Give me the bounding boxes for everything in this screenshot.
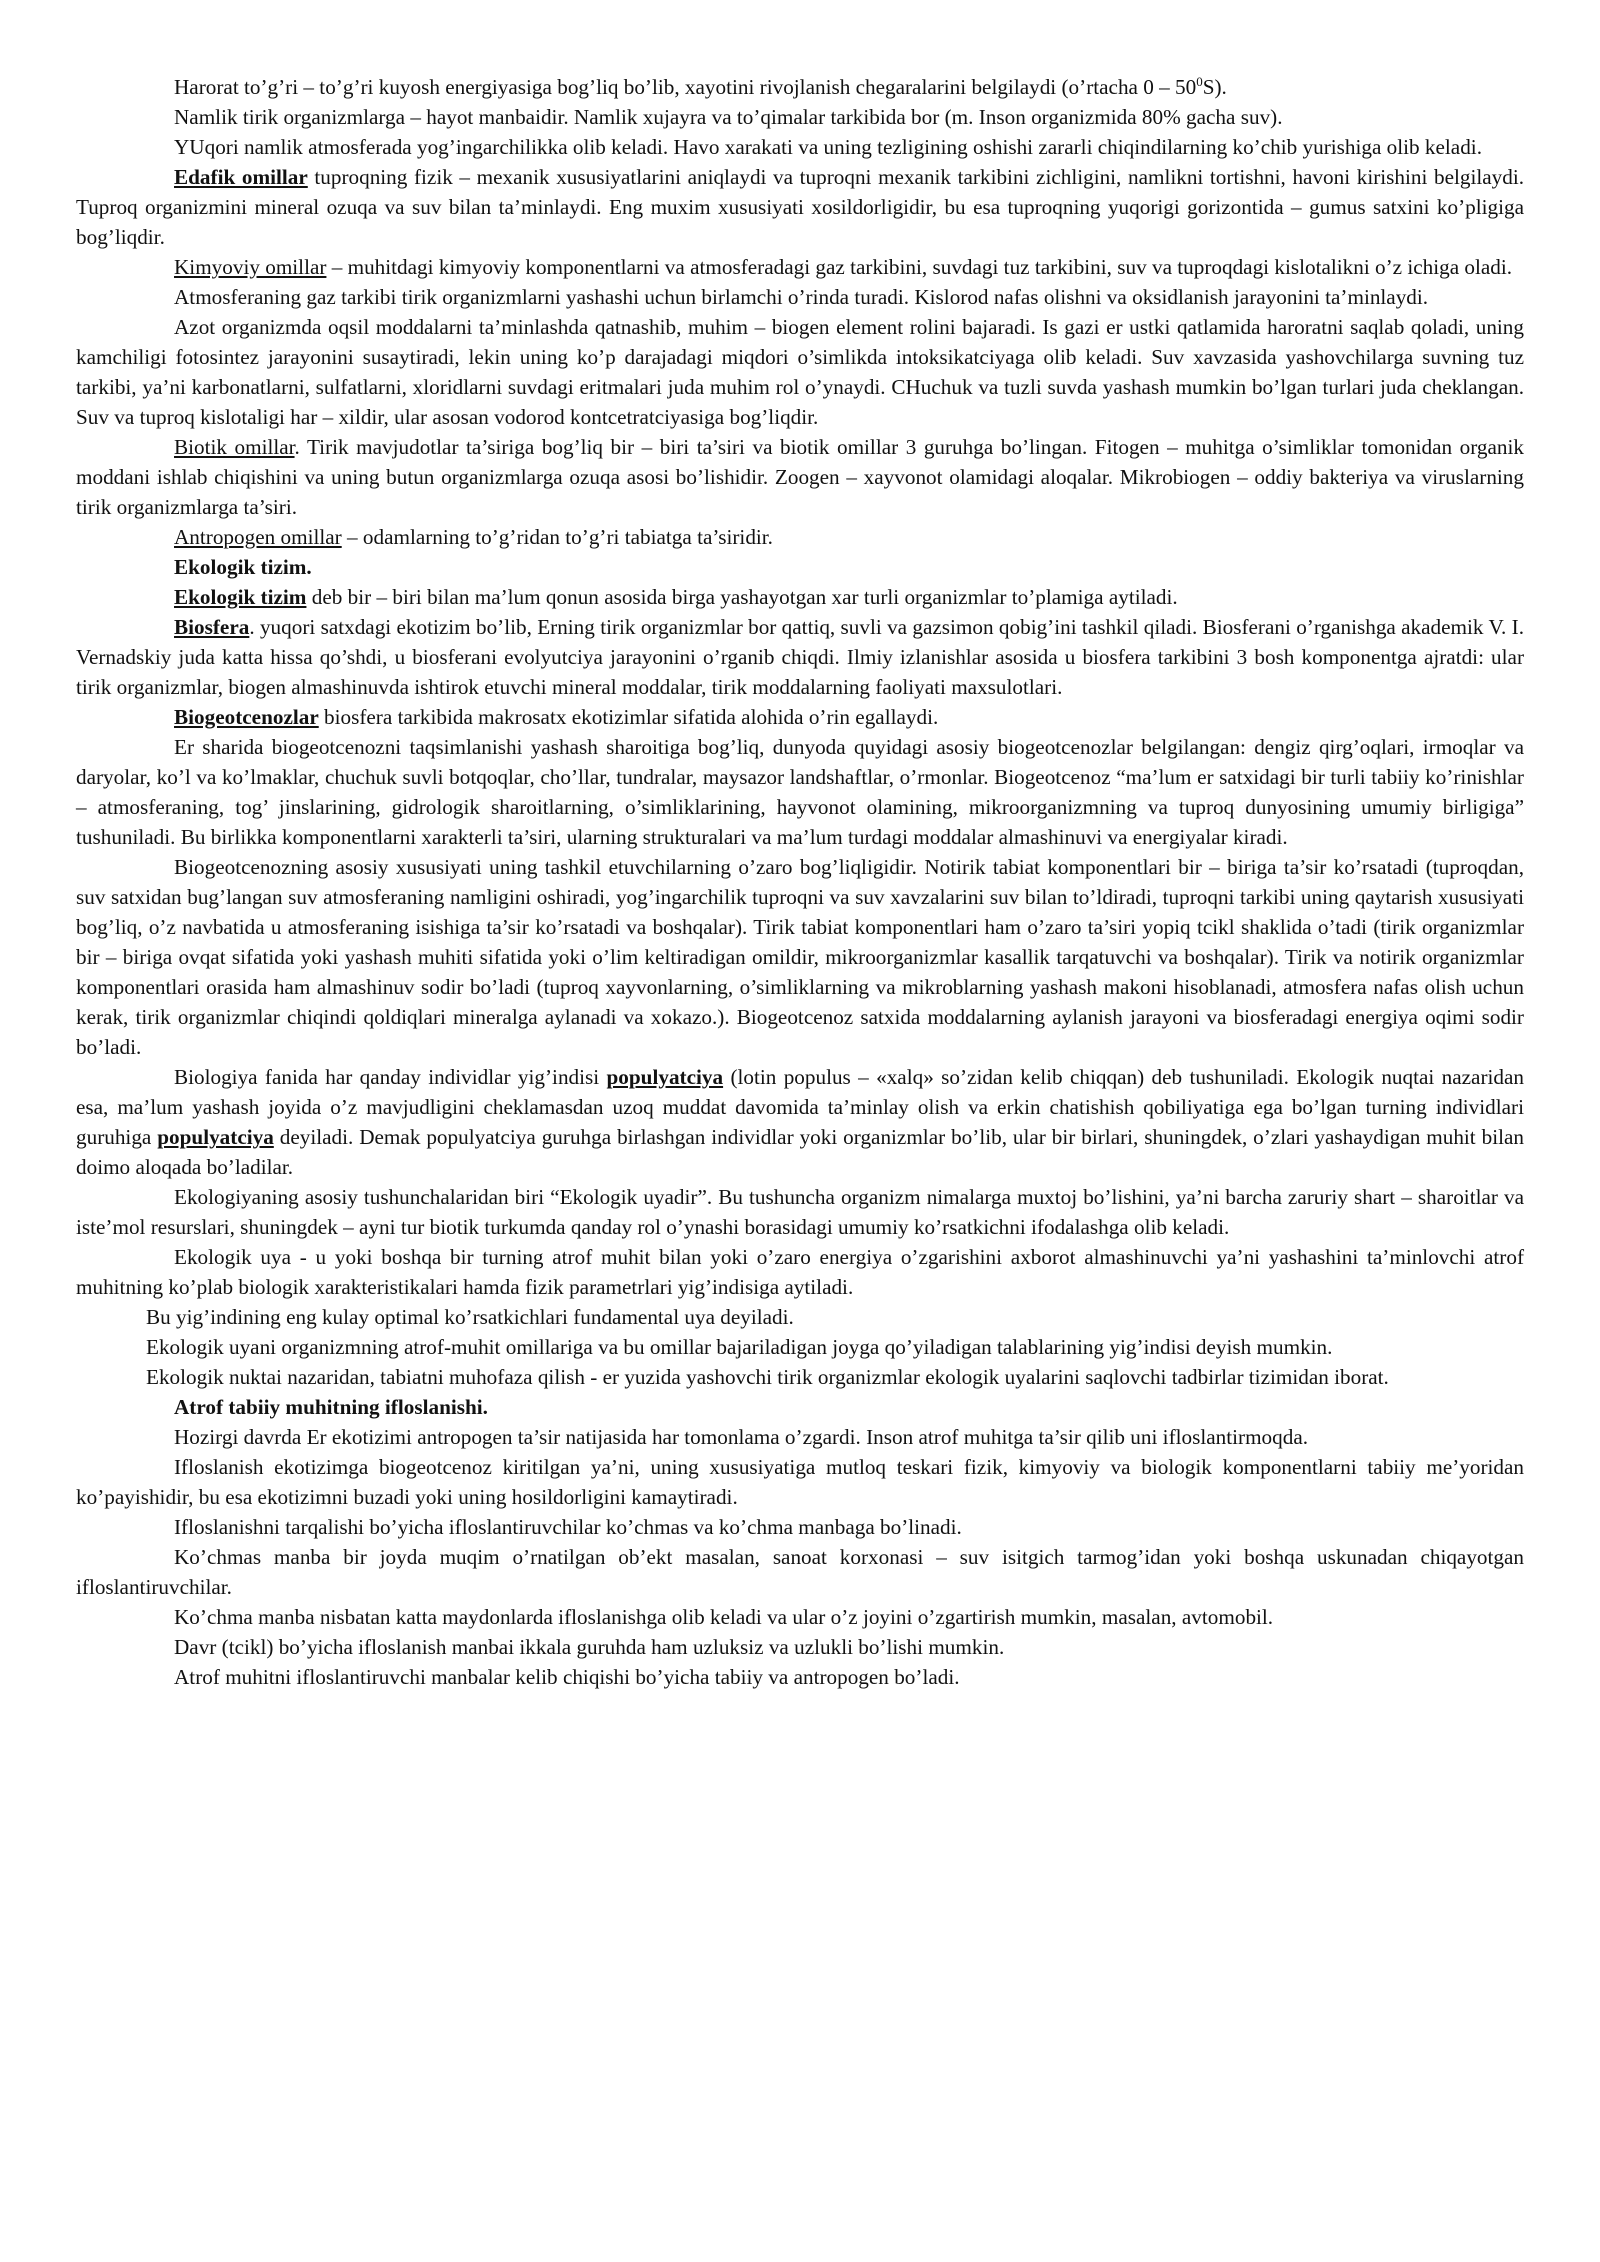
term-ecosystem: Ekologik tizim [174, 585, 307, 609]
paragraph-atmosphere-gas: Atmosferaning gaz tarkibi tirik organizmlarni yashashi uchun birlamchi o’rinda turadi. Kislorod nafas olishni va oksidlanish jarayonini ta’minlaydi. [174, 285, 1429, 309]
term-anthropogenic-factors: Antropogen omillar [174, 525, 342, 549]
paragraph-niche-requirements: Ekologik uyani organizmning atrof-muhit omillariga va bu omillar bajariladigan joyga qo’yiladigan talablarining yig’indisi deyish mumkin. [146, 1335, 1333, 1359]
paragraph-nitrogen: Azot organizmda oqsil moddalarni ta’minlashda qatnashib, muhim – biogen element rolini bajaradi. Is gazi er ustki qatlamida haroratni saqlab qoladi, uning kamchiligi fotosintez jarayonini susaytiradi, lekin uning ko’p darajadagi miqdori o’simlikda intoksikatciyaga olib keladi. Suv xavzasida yashovchilarga suvning tuz tarkibi, ya’ni karbonatlarni, sulfatlarni, xloridlarni suvdagi eritmalari juda muhim rol o’ynaydi. CHuchuk va tuzli suvda yashash mumkin bo’lgan turlari juda cheklangan. Suv va tuproq kislotaligi har – xildir, ular asosan vodorod kontcetratciyasiga bog’liqdir. [76, 315, 1524, 429]
paragraph-biogeocenosis-properties: Biogeotcenozning asosiy xususiyati uning tashkil etuvchilarning o’zaro bog’liqligidir. Notirik tabiat komponentlari bir – biriga ta’sir ko’rsatadi (tuproqdan, suv satxidan bug’langan suv atmosferaning namligini oshiradi, yog’ingarchilik tuproqni va suv xavzalarini suv bilan to’ldiradi, tuproqni tarkibi uning qaytarish xususiyati bog’liq, o’z navbatida u atmosferaning isishiga ta’sir ko’rsatadi va boshqalar). Tirik tabiat komponentlari ham o’zaro ta’siri yopiq tcikl shaklida o’tadi (tirik organizmlar bir – biriga ovqat sifatida yoki yashash muhiti sifatida yoki o’lim keltiradigan omildir, mikroorganizmlar kasallik tarqatuvchi va boshqalar). Tirik va notirik organizmlar komponentlari orasida ham almashinuv sodir bo’ladi (tuproq xayvonlarning, o’simliklarning va mikroblarning yashash makoni hisoblanadi, atmosfera nafas olish uchun kerak, tirik organizmlar chiqindi qoldiqlari mineralga aylanadi va xokazo.). Biogeotcenoz satxida moddalarning aylanish jarayoni va biosferadagi energiya oqimi sodir bo’ladi. [76, 855, 1524, 1059]
term-population-second: populyatciya [157, 1125, 274, 1149]
paragraph-chemical-factors: Kimyoviy omillar – muhitdagi kimyoviy komponentlarni va atmosferadagi gaz tarkibini, suvdagi tuz tarkibini, suv va tuproqdagi kislotalikni o’z ichiga oladi. [174, 255, 1513, 279]
paragraph-humidity: Namlik tirik organizmlarga – hayot manbaidir. Namlik xujayra va to’qimalar tarkibida bor (m. Inson organizmida 80% gacha suv). [174, 105, 1283, 129]
paragraph-population: Biologiya fanida har qanday individlar yig’indisi populyatciya (lotin populus – «xalq» so’zidan kelib chiqqan) deb tushuniladi. Ekologik nuqtai nazaridan esa, ma’lum yashash joyida o’z mavjudligini cheklamasdan uzoq muddat davomida ta’minlay olish va erkin chatishish qobiliyatiga ega bo’lgan turning individlari guruhiga populyatciya deyiladi. Demak populyatciya guruhga birlashgan individlar yoki organizmlar bo’lib, ular bir birlari, shuningdek, o’zlari yashaydigan muhit bilan doimo aloqada bo’ladilar. [76, 1065, 1524, 1179]
paragraph-biotic-factors: Biotik omillar. Tirik mavjudotlar ta’siriga bog’liq bir – biri ta’siri va biotik omillar 3 guruhga bo’lingan. Fitogen – muhitga o’simliklar tomonidan organik moddani ishlab chiqishini va uning butun organizmlarga ozuqa asosi bo’lishidir. Zoogen – xayvonot olamidagi aloqalar. Mikrobiogen – oddiy bakteriya va viruslarning tirik organizmlarga ta’siri. [76, 435, 1524, 519]
paragraph-ecological-niche-definition: Ekologik uya - u yoki boshqa bir turning atrof muhit bilan yoki o’zaro energiya o’zgarishini axborot almashinuvchi ya’ni yashashini ta’minlovchi atrof muhitning ko’plab biologik xarakteristikalari hamda fizik parametrlari yig’indisiga aytiladi. [76, 1245, 1524, 1299]
paragraph-pollution-cycle: Davr (tcikl) bo’yicha ifloslanish manbai ikkala guruhda ham uzluksiz va uzlukli bo’lishi mumkin. [174, 1635, 1005, 1659]
paragraph-high-humidity: YUqori namlik atmosferada yog’ingarchilikka olib keladi. Havo xarakati va uning tezligining oshishi zararli chiqindilarning ko’chib yurishiga olib keladi. [174, 135, 1482, 159]
degree-superscript: 0 [1196, 73, 1203, 89]
paragraph-stationary-source: Ko’chmas manba bir joyda muqim o’rnatilgan ob’ekt masalan, sanoat korxonasi – suv isitgich tarmog’idan yoki boshqa uskunadan chiqayotgan ifloslantiruvchilar. [76, 1545, 1524, 1599]
paragraph-current-pollution: Hozirgi davrda Er ekotizimi antropogen ta’sir natijasida har tomonlama o’zgardi. Inson atrof muhitga ta’sir qilib uni ifloslantirmoqda. [174, 1425, 1309, 1449]
paragraph-anthropogenic-factors: Antropogen omillar – odamlarning to’g’ridan to’g’ri tabiatga ta’siridir. [174, 525, 773, 549]
paragraph-mobile-source: Ko’chma manba nisbatan katta maydonlarda ifloslanishga olib keladi va ular o’z joyini o’zgartirish mumkin, masalan, avtomobil. [174, 1605, 1274, 1629]
paragraph-nature-protection: Ekologik nuktai nazaridan, tabiatni muhofaza qilish - er yuzida yashovchi tirik organizmlar ekologik uyalarini saqlovchi tadbirlar tizimidan iborat. [146, 1365, 1389, 1389]
term-chemical-factors: Kimyoviy omillar [174, 255, 327, 279]
term-biogeocenoses: Biogeotcenozlar [174, 705, 319, 729]
heading-ecological-system: Ekologik tizim. [174, 555, 312, 579]
paragraph-fundamental-niche: Bu yig’indining eng kulay optimal ko’rsatkichlari fundamental uya deyiladi. [146, 1305, 794, 1329]
paragraph-temperature: Harorat to’g’ri – to’g’ri kuyosh energiyasiga bog’liq bo’lib, xayotini rivojlanish chegaralarini belgilaydi (o’rtacha $0 - 50^0S$). [174, 73, 1227, 99]
heading-environmental-pollution: Atrof tabiiy muhitning ifloslanishi. [174, 1395, 488, 1419]
paragraph-pollution-definition: Ifloslanish ekotizimga biogeotcenoz kiritilgan ya’ni, uning xususiyatiga mutloq teskari fizik, kimyoviy va biologik komponentlarni tabiiy me’yoridan ko’payishidir, bu esa ekotizimni buzadi yoki uning hosildorligini kamaytiradi. [76, 1455, 1524, 1509]
paragraph-pollution-origin: Atrof muhitni ifloslantiruvchi manbalar kelib chiqishi bo’yicha tabiiy va antropogen bo’ladi. [174, 1665, 960, 1689]
paragraph-ecosystem-definition: Ekologik tizim deb bir – biri bilan ma’lum qonun asosida birga yashayotgan xar turli organizmlar to’plamiga aytiladi. [174, 585, 1178, 609]
paragraph-biosphere: Biosfera. yuqori satxdagi ekotizim bo’lib, Erning tirik organizmlar bor qattiq, suvli va gazsimon qobig’ini tashkil qiladi. Biosferani o’rganishga akademik V. I. Vernadskiy juda katta hissa qo’shdi, u biosferani evolyutciya jarayonini o’rganib chiqdi. Ilmiy izlanishlar asosida u biosfera tarkibini 3 bosh komponentga ajratdi: ular tirik organizmlar, biogen almashinuvda ishtirok etuvchi mineral moddalar, tirik moddalarning faoliyati maxsulotlari. [76, 615, 1524, 699]
paragraph-biogeocenoses: Biogeotcenozlar biosfera tarkibida makrosatx ekotizimlar sifatida alohida o’rin egallaydi. [174, 705, 939, 729]
paragraph-ecological-niche-concept: Ekologiyaning asosiy tushunchalaridan biri “Ekologik uyadir”. Bu tushuncha organizm nimalarga muxtoj bo’lishini, ya’ni barcha zaruriy shart – sharoitlar va iste’mol resurslari, shuningdek – ayni tur biotik turkumda qanday rol o’ynashi borasidagi umumiy ko’rsatkichni ifodalashga olib keladi. [76, 1185, 1524, 1239]
paragraph-pollution-sources-division: Ifloslanishni tarqalishi bo’yicha ifloslantiruvchilar ko’chmas va ko’chma manbaga bo’linadi. [174, 1515, 962, 1539]
paragraph-edaphic-factors: Edafik omillar tuproqning fizik – mexanik xususiyatlarini aniqlaydi va tuproqni mexanik tarkibini zichligini, namlikni tortishni, havoni kirishini belgilaydi. Tuproq organizmini mineral ozuqa va suv bilan ta’minlaydi. Eng muxim xususiyati xosildorligidir, bu esa tuproqning yuqorigi gorizontida – gumus satxini ko’pligiga bog’liqdir. [76, 165, 1525, 249]
term-biosphere: Biosfera [174, 615, 250, 639]
term-biotic-factors: Biotik omillar [174, 435, 295, 459]
term-population: populyatciya [606, 1065, 724, 1089]
paragraph-biogeocenosis-distribution: Er sharida biogeotcenozni taqsimlanishi yashash sharoitiga bog’liq, dunyoda quyidagi asosiy biogeotcenozlar belgilangan: dengiz qirg’oqlari, irmoqlar va daryolar, ko’l va ko’lmaklar, chuchuk suvli botqoqlar, cho’llar, tundralar, maysazor landshaftlar, o’rmonlar. Biogeotcenoz “ma’lum er satxidagi bir turli tabiiy ko’rinishlar – atmosferaning, tog’ jinslarining, gidrologik sharoitlarning, o’simliklarining, hayvonot olamining, mikroorganizmning va tuproq dunyosining umumiy birligiga” tushuniladi. Bu birlikka komponentlarni xarakterli ta’siri, ularning strukturalari va ma’lum turdagi moddalar almashinuvi va energiyalar kiradi. [76, 735, 1524, 849]
term-edaphic-factors: Edafik omillar [174, 165, 308, 189]
